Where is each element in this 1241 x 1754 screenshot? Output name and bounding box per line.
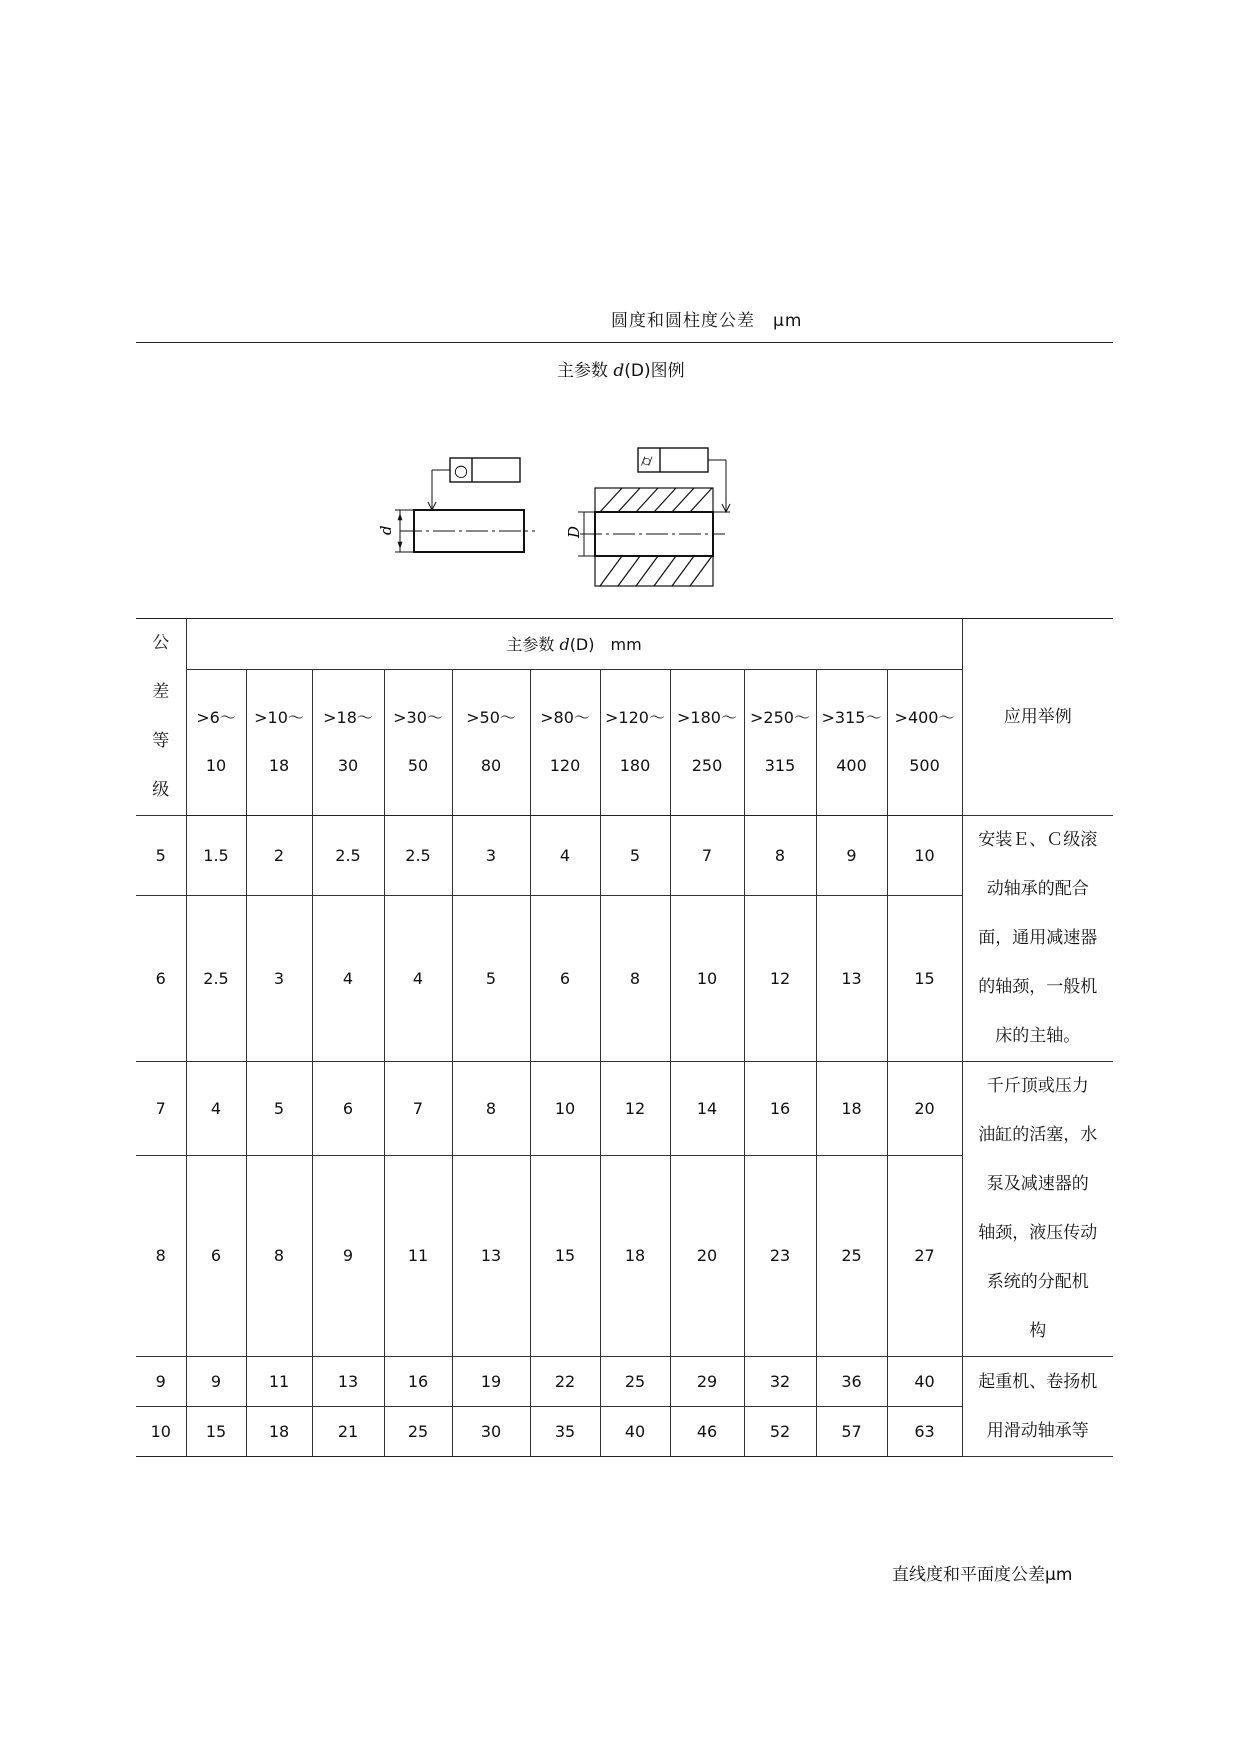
value-cell: 16 <box>384 1357 452 1407</box>
next-section-title: 直线度和平面度公差μm <box>892 1565 1073 1585</box>
value-cell: 30 <box>452 1407 530 1457</box>
value-cell: 27 <box>887 1155 962 1356</box>
value-cell: 4 <box>312 896 384 1062</box>
value-cell: 12 <box>600 1062 670 1156</box>
value-cell: 3 <box>452 816 530 896</box>
range-header: >250～ 315 <box>744 669 816 816</box>
value-cell: 4 <box>530 816 600 896</box>
value-cell: 6 <box>186 1155 246 1356</box>
range-header: >400～ 500 <box>887 669 962 816</box>
table-row <box>136 1062 1113 1156</box>
range-header: >6～ 10 <box>186 669 246 816</box>
value-cell: 4 <box>186 1062 246 1156</box>
value-cell: 57 <box>816 1407 887 1457</box>
value-cell: 11 <box>246 1357 312 1407</box>
application-line: 动轴承的配合 <box>986 879 1089 899</box>
value-cell: 25 <box>816 1155 887 1356</box>
value-cell: 10 <box>530 1062 600 1156</box>
grade-header-char: 级 <box>152 780 170 800</box>
value-cell: 18 <box>816 1062 887 1156</box>
application-line: 油缸的活塞，水 <box>978 1125 1098 1145</box>
range-header: >18～ 30 <box>312 669 384 816</box>
value-cell: 40 <box>887 1357 962 1407</box>
application-line: 千斤顶或压力 <box>986 1076 1089 1096</box>
value-cell: 2.5 <box>186 896 246 1062</box>
application-line: 系统的分配机 <box>986 1272 1089 1292</box>
application-line: 用滑动轴承等 <box>986 1420 1089 1441</box>
shaft-diameter-label: d <box>377 525 395 535</box>
param-header-prefix: 主参数 <box>506 635 560 655</box>
value-cell: 36 <box>816 1357 887 1407</box>
value-cell: 10 <box>887 816 962 896</box>
cylindricity-symbol: ⌭ <box>641 451 653 470</box>
grade-cell: 6 <box>136 896 186 1062</box>
table-body <box>136 816 1113 1457</box>
value-cell: 2 <box>246 816 312 896</box>
application-line: 面，通用减速器 <box>978 928 1098 948</box>
grade-header-char: 公 <box>152 633 170 653</box>
value-cell: 8 <box>246 1155 312 1356</box>
value-cell: 4 <box>384 896 452 1062</box>
grade-cell: 10 <box>136 1407 186 1457</box>
value-cell: 8 <box>600 896 670 1062</box>
value-cell: 2.5 <box>312 816 384 896</box>
value-cell: 5 <box>600 816 670 896</box>
grade-cell: 7 <box>136 1062 186 1156</box>
value-cell: 5 <box>246 1062 312 1156</box>
value-cell: 15 <box>887 896 962 1062</box>
value-cell: 21 <box>312 1407 384 1457</box>
grade-cell: 9 <box>136 1357 186 1407</box>
value-cell: 9 <box>312 1155 384 1356</box>
value-cell: 23 <box>744 1155 816 1356</box>
value-cell: 1.5 <box>186 816 246 896</box>
value-cell: 9 <box>816 816 887 896</box>
tolerance-table <box>136 618 1113 1457</box>
value-cell: 25 <box>384 1407 452 1457</box>
value-cell: 63 <box>887 1407 962 1457</box>
value-cell: 35 <box>530 1407 600 1457</box>
value-cell: 7 <box>384 1062 452 1156</box>
grade-cell: 8 <box>136 1155 186 1356</box>
bore-drawing <box>578 448 730 586</box>
value-cell: 15 <box>530 1155 600 1356</box>
value-cell: 13 <box>312 1357 384 1407</box>
value-cell: 15 <box>186 1407 246 1457</box>
caption-suffix: (D)图例 <box>624 361 685 381</box>
application-cell <box>962 816 1113 1062</box>
range-header: >30～ 50 <box>384 669 452 816</box>
application-header: 应用举例 <box>962 619 1113 816</box>
application-line: 泵及减速器的 <box>986 1174 1089 1194</box>
caption-symbol: d <box>613 361 625 381</box>
range-header: >120～ 180 <box>600 669 670 816</box>
grade-cell: 5 <box>136 816 186 896</box>
value-cell: 40 <box>600 1407 670 1457</box>
value-cell: 11 <box>384 1155 452 1356</box>
application-line: 的轴颈，一般机 <box>978 977 1098 997</box>
value-cell: 46 <box>670 1407 744 1457</box>
value-cell: 12 <box>744 896 816 1062</box>
roundness-symbol: ○ <box>454 461 468 480</box>
value-cell: 8 <box>744 816 816 896</box>
grade-header-char: 等 <box>152 731 170 751</box>
range-header: >50～ 80 <box>452 669 530 816</box>
application-line: 起重机、卷扬机 <box>978 1371 1098 1392</box>
value-cell: 14 <box>670 1062 744 1156</box>
value-cell: 3 <box>246 896 312 1062</box>
value-cell: 20 <box>887 1062 962 1156</box>
grade-header-char: 差 <box>152 682 170 702</box>
bore-diameter-label: D <box>565 525 583 538</box>
application-line: 床的主轴。 <box>995 1026 1081 1046</box>
application-line: 安装Ｅ、Ｃ级滚 <box>978 830 1098 850</box>
table-row <box>136 1357 1113 1407</box>
param-header <box>186 619 962 670</box>
table-row <box>136 816 1113 896</box>
value-cell: 2.5 <box>384 816 452 896</box>
param-header-symbol: d <box>559 635 570 655</box>
tolerance-figure <box>370 440 790 600</box>
value-cell: 19 <box>452 1357 530 1407</box>
table-header-row <box>136 619 1113 670</box>
title-rule <box>136 342 1113 343</box>
application-cell <box>962 1357 1113 1457</box>
value-cell: 22 <box>530 1357 600 1407</box>
value-cell: 6 <box>312 1062 384 1156</box>
application-cell <box>962 1062 1113 1357</box>
value-cell: 29 <box>670 1357 744 1407</box>
value-cell: 20 <box>670 1155 744 1356</box>
value-cell: 6 <box>530 896 600 1062</box>
value-cell: 32 <box>744 1357 816 1407</box>
value-cell: 13 <box>816 896 887 1062</box>
page-title: 圆度和圆柱度公差 μm <box>611 311 803 331</box>
range-header: >315～ 400 <box>816 669 887 816</box>
value-cell: 25 <box>600 1357 670 1407</box>
value-cell: 16 <box>744 1062 816 1156</box>
value-cell: 9 <box>186 1357 246 1407</box>
range-header: >180～ 250 <box>670 669 744 816</box>
value-cell: 52 <box>744 1407 816 1457</box>
application-line: 构 <box>1029 1321 1047 1341</box>
value-cell: 18 <box>246 1407 312 1457</box>
grade-header <box>136 619 186 816</box>
figure-caption <box>557 356 685 381</box>
value-cell: 13 <box>452 1155 530 1356</box>
caption-prefix: 主参数 <box>557 361 614 381</box>
value-cell: 7 <box>670 816 744 896</box>
value-cell: 10 <box>670 896 744 1062</box>
application-line: 轴颈，液压传动 <box>978 1223 1098 1243</box>
value-cell: 8 <box>452 1062 530 1156</box>
value-cell: 18 <box>600 1155 670 1356</box>
range-header: >80～ 120 <box>530 669 600 816</box>
range-header: >10～ 18 <box>246 669 312 816</box>
value-cell: 5 <box>452 896 530 1062</box>
param-header-suffix: (D) mm <box>569 635 642 655</box>
